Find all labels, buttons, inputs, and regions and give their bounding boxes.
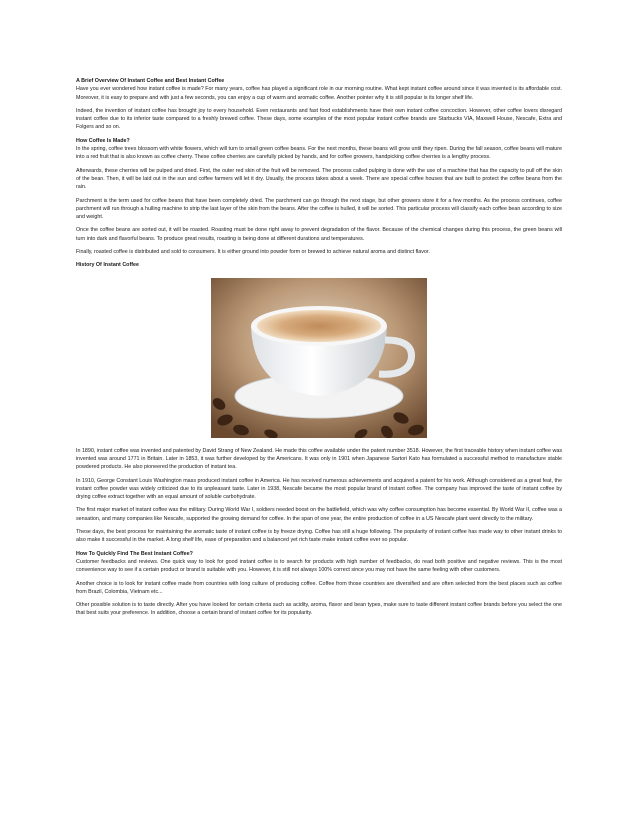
- section2-paragraph-4: These days, the best process for maintaining the aromatic taste of instant coffee is by freeze drying. Coffee has still a huge following. The popularity of instant coffee has made way to other instant drinks to also make it successful in the market. A long shelf life, ease of preparation and a balanced yet rich taste make instant coffee ever so popular.: [76, 529, 562, 544]
- section1-paragraph-2: Afterwards, these cherries will be pulped and dried. First, the outer red skin of the fruit will be removed. The process called pulping is done with the use of a machine that has the capacity to pull off the skin of the bean. Then, it will be laid out in the sun and coffee farmers will let it dry. Usually, the process takes about a week. There are special coffee houses that are built to protect the coffee beans from the rain.: [76, 167, 562, 191]
- section2-paragraph-3: The first major market of instant coffee was the military. During World War I, soldiers needed boost on the battlefield, which was why coffee consumption has become essential. By World War II, coffee was a sensation, and many companies like Nescafe, supported the growing demand for coffee. In the span of one year, the entire production of coffee in a US Nescafe plant went directly to the military.: [76, 507, 562, 522]
- article-title: A Brief Overview Of Instant Coffee and Best Instant Coffee: [76, 78, 225, 84]
- section2-paragraph-1: In 1890, instant coffee was invented and patented by David Strang of New Zealand. He made this coffee available under the patent number 3518. However, the first traceable history when instant coffee was invented was around 1771 in Britain. Later in 1853, it was further developed by the Americans. It was only in 1901 when Japanese Sartori Kato has formulated a successful method to manufacture stable powdered products. He also pioneered the production of instant tea.: [76, 447, 562, 471]
- intro-paragraph-2: Indeed, the invention of instant coffee has brought joy to every household. Even restaurants and fast food establishments have their own instant coffee concoction. However, other coffee lovers disregard instant coffee due to its inferior taste compared to a freshly brewed coffee. These days, some examples of the most popular instant coffee brands are Starbucks VIA, Maxwell House, Nescafe, Extra and Folgers and so on.: [76, 107, 562, 131]
- section1-paragraph-4: Once the coffee beans are sorted out, it will be roasted. Roasting must be done right away to prevent degradation of the flavor. Because of the chemical changes during this process, the green beans will turn into dark and flavorful beans. To produce great results, roasting is being done at different durations and temperatures.: [76, 227, 562, 242]
- section3-paragraph-2: Another choice is to look for instant coffee made from countries with long culture of producing coffee. Coffee from those countries are diversified and are often selected from the best places such as coffee from Brazil, Colombia, Vietnam etc...: [76, 580, 562, 595]
- section1-paragraph-5: Finally, roasted coffee is distributed and sold to consumers. It is either ground into powder form or brewed to achieve natural aroma and distinct flavor.: [76, 249, 430, 256]
- section3-paragraph-1: Customer feedbacks and reviews. One quick way to look for good instant coffee is to search for products with high number of feedbacks, do read both positive and negative reviews. This is the most convenience way to see if a certain product or brand is suitable with you. However, it is still not always 100% correct since you may not have the same feeling with other customers.: [76, 558, 562, 574]
- section-heading-how-coffee-is-made: How Coffee Is Made?: [76, 137, 130, 144]
- section-heading-history: History Of Instant Coffee: [76, 262, 139, 269]
- section1-paragraph-1: In the spring, coffee trees blossom with white flowers, which will turn to small green coffee beans. For the next months, these beans will grow until they ripen. During the fall season, coffee beans will mature into a red fruit that is also known as coffee cherry. These coffee cherries are carefully picked by hands, and for coffee growers, handpicking coffee cherries is a lengthy process.: [76, 146, 562, 161]
- coffee-cup-image: [211, 278, 427, 438]
- section2-paragraph-2: In 1910, George Constant Louis Washington mass produced instant coffee in America. He has received numerous achievements and acquired a patent for his work. Although considered as a great feat, the instant coffee powder was widely criticized due to its unpleasant taste. Later in 1938, Nescafe became the most popular brand of instant coffee. The company has improved the taste of instant coffee by drying coffee extract together with an equal amount of soluble carbohydrate.: [76, 477, 562, 501]
- section3-paragraph-3: Other possible solution is to taste directly. After you have looked for certain criteria such as acidity, aroma, flavor and bean types, make sure to taste different instant coffee brands before you select the one that best suits your preference. In addition, choose a certain brand of instant coffee for its popularity.: [76, 602, 562, 617]
- section-heading-best-instant-coffee: How To Quickly Find The Best Instant Coffee?: [76, 550, 193, 557]
- article-body: [76, 77, 562, 623]
- intro-paragraph-1: Have you ever wondered how instant coffee is made? For many years, coffee has played a significant role in our morning routine. What kept instant coffee around since it was invented is its affordable cost. Moreover, it is easy to prepare and with just a few seconds, you can enjoy a cup of warm and aromatic coffee. Another pointer why it is still popular is its longer shelf life.: [76, 86, 562, 101]
- section1-paragraph-3: Parchment is the term used for coffee beans that have been completely dried. The parchment can go through the next stage, but other growers store it for a few months. As the process continues, coffee parchment will run through a hulling machine to strip the last layer of the skin from the beans. After the coffee is hulled, it will be sorted. This particular process will classify each coffee bean according to size and weight.: [76, 197, 562, 221]
- coffee-foam: [257, 310, 381, 342]
